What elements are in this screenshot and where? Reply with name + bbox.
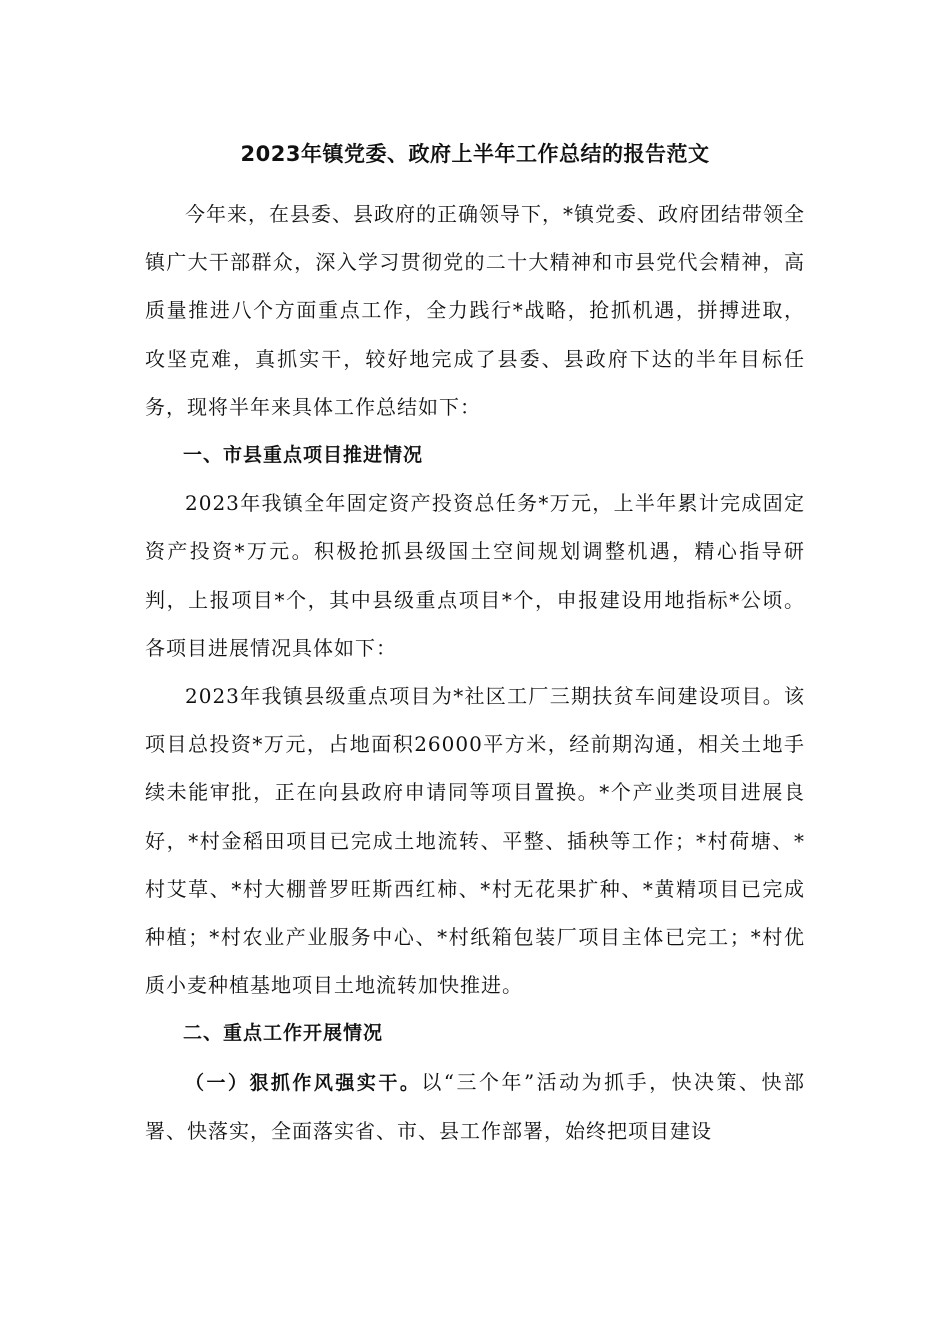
intro-paragraph: 今年来，在县委、县政府的正确领导下，*镇党委、政府团结带领全镇广大干部群众，深入学习贯彻党的二十大精神和市县党代会精神，高质量推进八个方面重点工作，全力践行*战略，抢抓机遇，拼搏进取，攻坚克难，真抓实干，较好地完成了县委、县政府下达的半年目标任务，现将半年来具体工作总结如下： — [145, 202, 805, 419]
section-1-heading: 一、市县重点项目推进情况 — [183, 444, 424, 467]
subsection-1-paragraph — [145, 1058, 805, 1155]
document-title: 2023年镇党委、政府上半年工作总结的报告范文 — [240, 142, 710, 166]
subsection-1-text: 以“三个年”活动为抓手，快决策、快部署、快落实，全面落实省、市、县工作部署，始终把项目建设 — [145, 1069, 805, 1143]
section-1-paragraph-2: 2023年我镇县级重点项目为*社区工厂三期扶贫车间建设项目。该项目总投资*万元，占地面积26000平方米，经前期沟通，相关土地手续未能审批，正在向县政府申请同等项目置换。*个产业类项目进展良好，*村金稻田项目已完成土地流转、平整、插秧等工作；*村荷塘、*村艾草、*村大棚普罗旺斯西红柿、*村无花果扩种、*黄精项目已完成种植；*村农业产业服务中心、*村纸箱包装厂项目主体已完工；*村优质小麦种植基地项目土地流转加快推进。 — [145, 684, 805, 998]
document-body — [145, 190, 805, 1155]
section-1-paragraph-1: 2023年我镇全年固定资产投资总任务*万元，上半年累计完成固定资产投资*万元。积极抢抓县级国土空间规划调整机遇，精心指导研判，上报项目*个，其中县级重点项目*个，申报建设用地指标*公顷。各项目进展情况具体如下： — [145, 491, 805, 660]
subsection-1-lead: （一）狠抓作风强实干。 — [185, 1071, 422, 1094]
section-2-heading: 二、重点工作开展情况 — [183, 1022, 384, 1045]
